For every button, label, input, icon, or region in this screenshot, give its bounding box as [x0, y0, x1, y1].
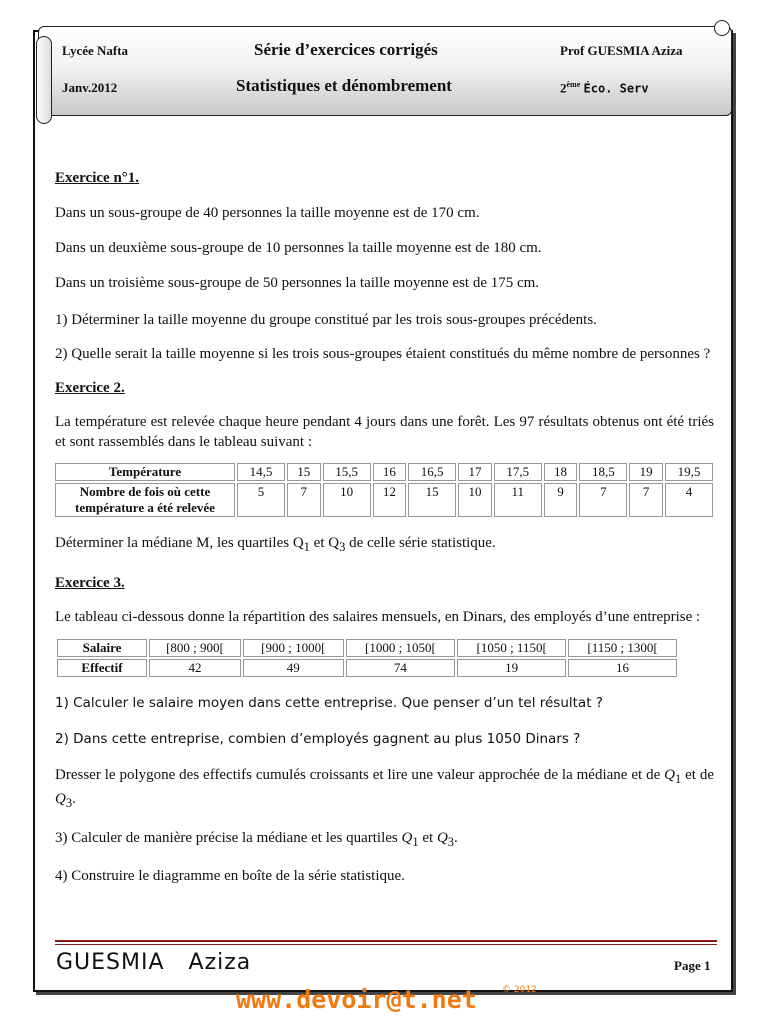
table-cell: [1000 ; 1050[: [346, 639, 456, 657]
ex3-question-1: 1) Calculer le salaire moyen dans cette entreprise. Que penser d’un tel résultat ?: [55, 695, 603, 711]
footer-author: GUESMIA Aziza: [56, 950, 252, 975]
table-cell: 7: [579, 483, 627, 517]
footer-divider-thin: [55, 944, 717, 945]
date-label: Janv.2012: [62, 80, 118, 95]
table-header-cell: Effectif: [57, 659, 147, 677]
document-body: [55, 168, 714, 886]
table-cell: 15: [287, 463, 321, 481]
table-cell: 74: [346, 659, 456, 677]
table-cell: 49: [243, 659, 344, 677]
table-cell: 7: [629, 483, 663, 517]
exercise-2-title: Exercice 2.: [55, 380, 125, 396]
ex1-paragraph-3: Dans un troisième sous-groupe de 50 personnes la taille moyenne est de 175 cm.: [55, 275, 540, 291]
class-label: 2ème Éco. Serv: [560, 80, 649, 96]
table-cell: 10: [323, 483, 371, 517]
teacher-name: Prof GUESMIA Aziza: [560, 43, 683, 58]
table-cell: 10: [458, 483, 492, 517]
ex3-question-3: 3) Calculer de manière précise la médiane et les quartiles $Q_1$ et $Q_3$.: [55, 830, 458, 849]
table-cell: 12: [373, 483, 407, 517]
page-title: Statistiques et dénombrement: [236, 76, 452, 95]
table-cell: 42: [149, 659, 241, 677]
table-cell: 19: [457, 659, 566, 677]
ex1-paragraph-1: Dans un sous-groupe de 40 personnes la taille moyenne est de 170 cm.: [55, 205, 480, 221]
table-cell: 16,5: [408, 463, 456, 481]
table-cell: 4: [665, 483, 713, 517]
table-row: [55, 483, 713, 517]
table-cell: 15: [408, 483, 456, 517]
table-cell: [800 ; 900[: [149, 639, 241, 657]
table-header-cell: Température: [55, 463, 235, 481]
ex2-intro: La température est relevée chaque heure pendant 4 jours dans une forêt. Les 97 résultats obtenus ont été triés et sont rassemblés dans le tableau suivant :: [55, 414, 714, 450]
ex3-question-4: 4) Construire le diagramme en boîte de la série statistique.: [55, 868, 405, 884]
exercise-3-title: Exercice 3.: [55, 575, 125, 591]
ex3-intro: Le tableau ci-dessous donne la répartition des salaires mensuels, en Dinars, des employés d’une entreprise :: [55, 609, 701, 625]
table-row: [55, 463, 713, 481]
exercise-1-title: Exercice n°1.: [55, 170, 140, 186]
ex1-question-2: 2) Quelle serait la taille moyenne si les trois sous-groupes étaient constitués du même nombre de personnes ?: [55, 346, 711, 362]
table-cell: 16: [568, 659, 677, 677]
table-cell: 14,5: [237, 463, 285, 481]
banner-curl-left: [36, 36, 52, 124]
page-number: Page 1: [674, 958, 711, 973]
table-cell: 17: [458, 463, 492, 481]
table-cell: 19,5: [665, 463, 713, 481]
ex3-question-2b: Dresser le polygone des effectifs cumulés croissants et lire une valeur approchée de la médiane et de $Q_1$ et de $Q_3$.: [55, 767, 715, 810]
site-watermark: www.devoir@t.net: [236, 985, 477, 1014]
table-cell: 16: [373, 463, 407, 481]
footer-divider: [55, 940, 717, 942]
ex1-paragraph-2: Dans un deuxième sous-groupe de 10 personnes la taille moyenne est de 180 cm.: [55, 240, 542, 256]
table-row: [57, 639, 677, 657]
table-header-cell: Salaire: [57, 639, 147, 657]
table-cell: 15,5: [323, 463, 371, 481]
table-cell: 17,5: [494, 463, 542, 481]
ex3-question-2: 2) Dans cette entreprise, combien d’employés gagnent au plus 1050 Dinars ?: [55, 731, 581, 747]
ex1-question-1: 1) Déterminer la taille moyenne du groupe constitué par les trois sous-groupes précédents.: [55, 312, 597, 328]
table-cell: 18: [544, 463, 578, 481]
temperature-table: [53, 461, 715, 519]
salary-table: [55, 637, 679, 679]
table-cell: 11: [494, 483, 542, 517]
series-label: Série d’exercices corrigés: [254, 40, 438, 59]
table-cell: [900 ; 1000[: [243, 639, 344, 657]
ex2-question: Déterminer la médiane M, les quartiles $Q_1$ et $Q_3$ de celle série statistique.: [55, 535, 496, 554]
table-header-cell: Nombre de fois où cette température a été relevée: [55, 483, 235, 517]
table-cell: [1150 ; 1300[: [568, 639, 677, 657]
table-cell: [1050 ; 1150[: [457, 639, 566, 657]
table-cell: 9: [544, 483, 578, 517]
table-cell: 19: [629, 463, 663, 481]
banner-curl-right: [714, 20, 730, 36]
table-row: [57, 659, 677, 677]
watermark-year: © 2012: [502, 985, 537, 995]
table-cell: 5: [237, 483, 285, 517]
table-cell: 18,5: [579, 463, 627, 481]
table-cell: 7: [287, 483, 321, 517]
school-name: Lycée Nafta: [62, 43, 129, 58]
